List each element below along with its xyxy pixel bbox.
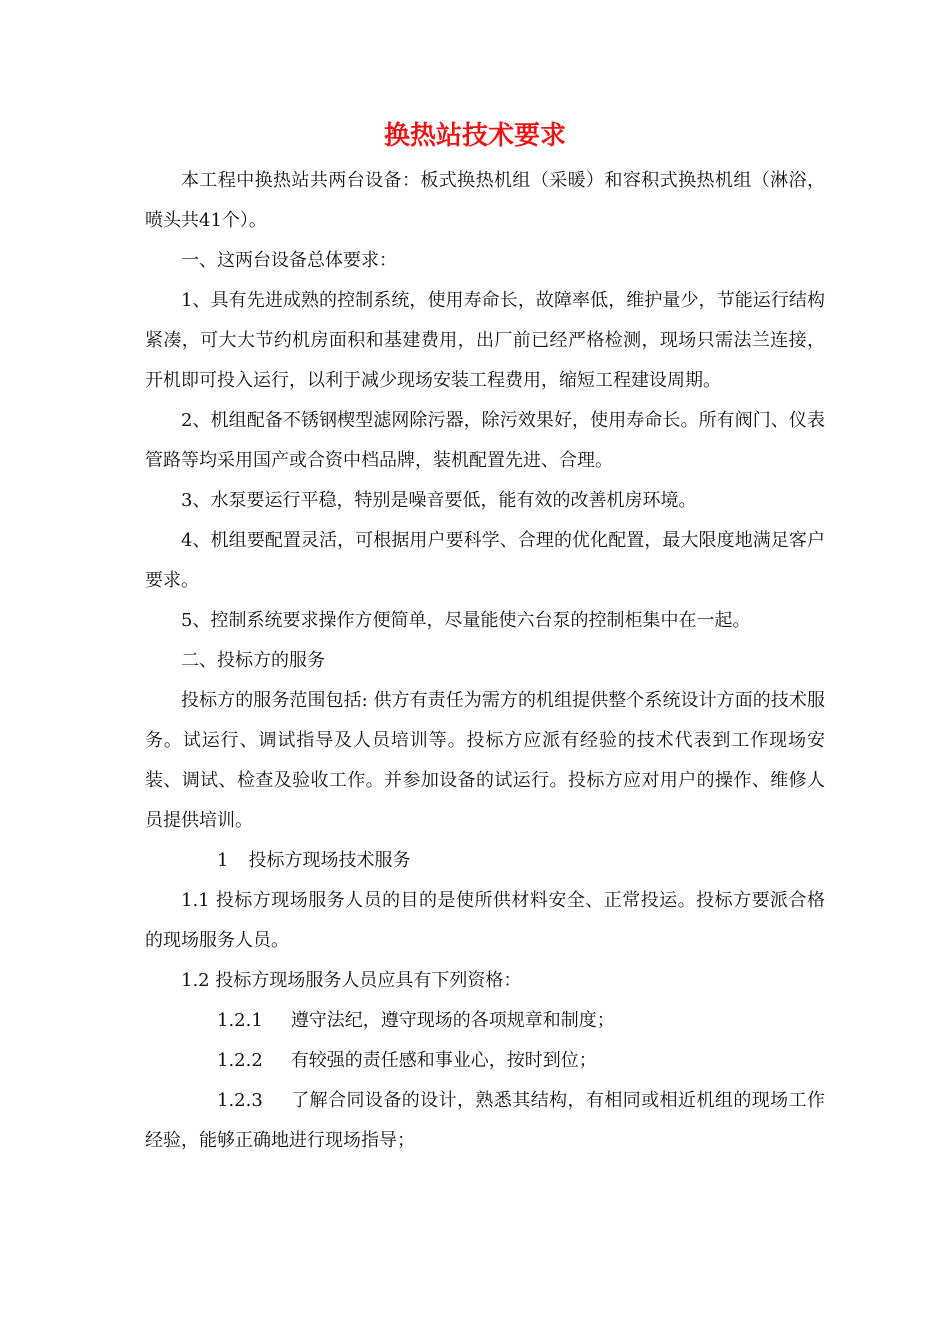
list-item: [145, 1001, 825, 1041]
intro-paragraph: 本工程中换热站共两台设备：板式换热机组（采暖）和容积式换热机组（淋浴，喷头共41个）。: [145, 170, 825, 231]
requirement-paragraph-4: 4、机组要配置灵活，可根据用户要科学、合理的优化配置，最大限度地满足客户要求。: [145, 530, 825, 591]
requirement-paragraph-1: 1、具有先进成熟的控制系统，使用寿命长，故障率低，维护量少，节能运行结构紧凑，可大大节约机房面积和基建费用，出厂前已经严格检测，现场只需法兰连接，开机即可投入运行，以利于减少现场安装工程费用，缩短工程建设周期。: [145, 290, 825, 391]
section-number: 1: [217, 850, 229, 871]
document-body: [145, 161, 825, 1161]
heading-general-requirements: 一、这两台设备总体要求：: [181, 250, 397, 271]
item-number: 1.2.1: [217, 1010, 263, 1031]
service-scope-paragraph: 投标方的服务范围包括: 供方有责任为需方的机组提供整个系统设计方面的技术服务。试运行、调试指导及人员培训等。投标方应派有经验的技术代表到工作现场安装、调试、检查及验收工作。并参加设备的试运行。投标方应对用户的操作、维修人员提供培训。: [145, 690, 825, 831]
heading-bidder-service: 二、投标方的服务: [181, 650, 325, 671]
list-item: [145, 1081, 825, 1161]
item-text: 有较强的责任感和事业心，按时到位；: [290, 1050, 597, 1071]
paragraph-1-2: 1.2 投标方现场服务人员应具有下列资格：: [181, 970, 522, 991]
document-title: 换热站技术要求: [383, 121, 566, 151]
requirement-paragraph-5: 5、控制系统要求操作方便简单，尽量能使六台泵的控制柜集中在一起。: [181, 610, 751, 631]
item-text: 遵守法纪，遵守现场的各项规章和制度；: [290, 1010, 615, 1031]
item-text: 了解合同设备的设计，熟悉其结构，有相同或相近机组的现场工作经验，能够正确地进行现场指导；: [145, 1090, 825, 1151]
item-number: 1.2.2: [217, 1050, 263, 1071]
section-heading-1: [145, 841, 825, 881]
requirement-paragraph-2: 2、机组配备不锈钢楔型滤网除污器，除污效果好，使用寿命长。所有阀门、仪表管路等均采用国产或合资中档品牌，装机配置先进、合理。: [145, 410, 825, 471]
item-number: 1.2.3: [217, 1090, 263, 1111]
requirement-paragraph-3: 3、水泵要运行平稳，特别是噪音要低，能有效的改善机房环境。: [181, 490, 697, 511]
list-item: [145, 1041, 825, 1081]
paragraph-1-1: 1.1 投标方现场服务人员的目的是使所供材料安全、正常投运。投标方要派合格的现场服务人员。: [145, 890, 825, 951]
section-title: 投标方现场技术服务: [248, 850, 411, 871]
